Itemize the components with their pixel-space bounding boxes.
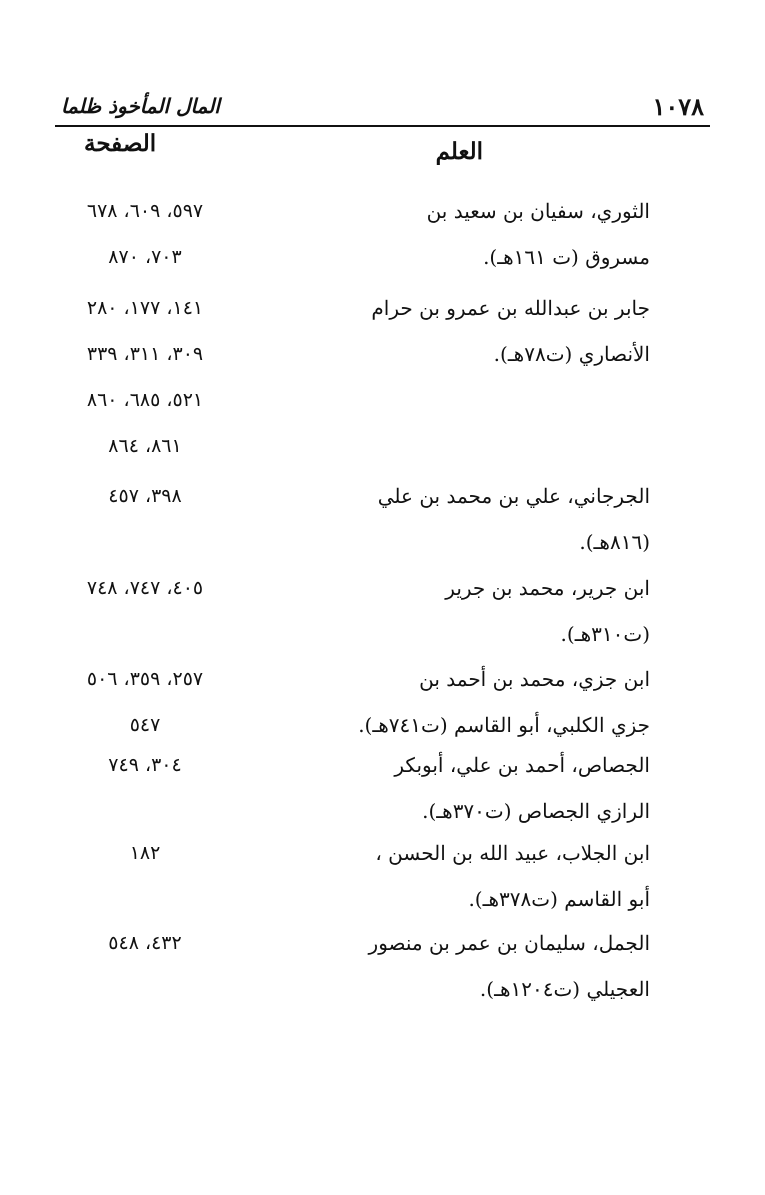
header-rule <box>55 125 710 127</box>
entry-pages: ٣٩٨، ٤٥٧ <box>108 485 182 507</box>
entry-pages: ٤٠٥، ٧٤٧، ٧٤٨ <box>86 577 204 599</box>
entry-name: ابن الجلاب، عبيد الله بن الحسن ، أبو القاسم (ت٣٧٨هـ). <box>375 841 650 911</box>
book-title: المال المأخوذ ظلما <box>61 94 220 118</box>
entry-name: الثوري، سفيان بن سعيد بن مسروق (ت ١٦١هـ). <box>426 199 650 269</box>
entry-name: الجرجاني، علي بن محمد بن علي (٨١٦هـ). <box>377 484 650 554</box>
entry-pages: ١٨٢ <box>129 842 161 864</box>
page-number: ١٠٧٨ <box>652 92 704 121</box>
entry-pages: ٥٩٧، ٦٠٩، ٦٧٨ ٧٠٣، ٨٧٠ <box>86 200 204 268</box>
entry-name: ابن جرير، محمد بن جرير (ت٣١٠هـ). <box>445 576 650 646</box>
entry-pages: ٢٥٧، ٣٥٩، ٥٠٦ ٥٤٧ <box>86 668 204 736</box>
entry-pages: ٤٣٢، ٥٤٨ <box>108 932 182 954</box>
column-header-name: العلم <box>435 138 483 165</box>
entry-name: ابن جزي، محمد بن أحمد بن جزي الكلبي، أبو القاسم (ت٧٤١هـ). <box>358 667 650 737</box>
entry-name: الجصاص، أحمد بن علي، أبوبكر الرازي الجصاص (ت٣٧٠هـ). <box>394 753 650 823</box>
entry-name: الجمل، سليمان بن عمر بن منصور العجيلي (ت١٢٠٤هـ). <box>368 931 650 1001</box>
column-header-page: الصفحة <box>84 130 157 157</box>
running-header <box>55 92 710 126</box>
entry-pages: ١٤١، ١٧٧، ٢٨٠ ٣٠٩، ٣١١، ٣٣٩ ٥٢١، ٦٨٥، ٨٦٠ ٨٦١، ٨٦٤ <box>86 297 204 457</box>
entry-name: جابر بن عبدالله بن عمرو بن حرام الأنصاري (ت٧٨هـ). <box>371 296 650 366</box>
entry-pages: ٣٠٤، ٧٤٩ <box>108 754 182 776</box>
